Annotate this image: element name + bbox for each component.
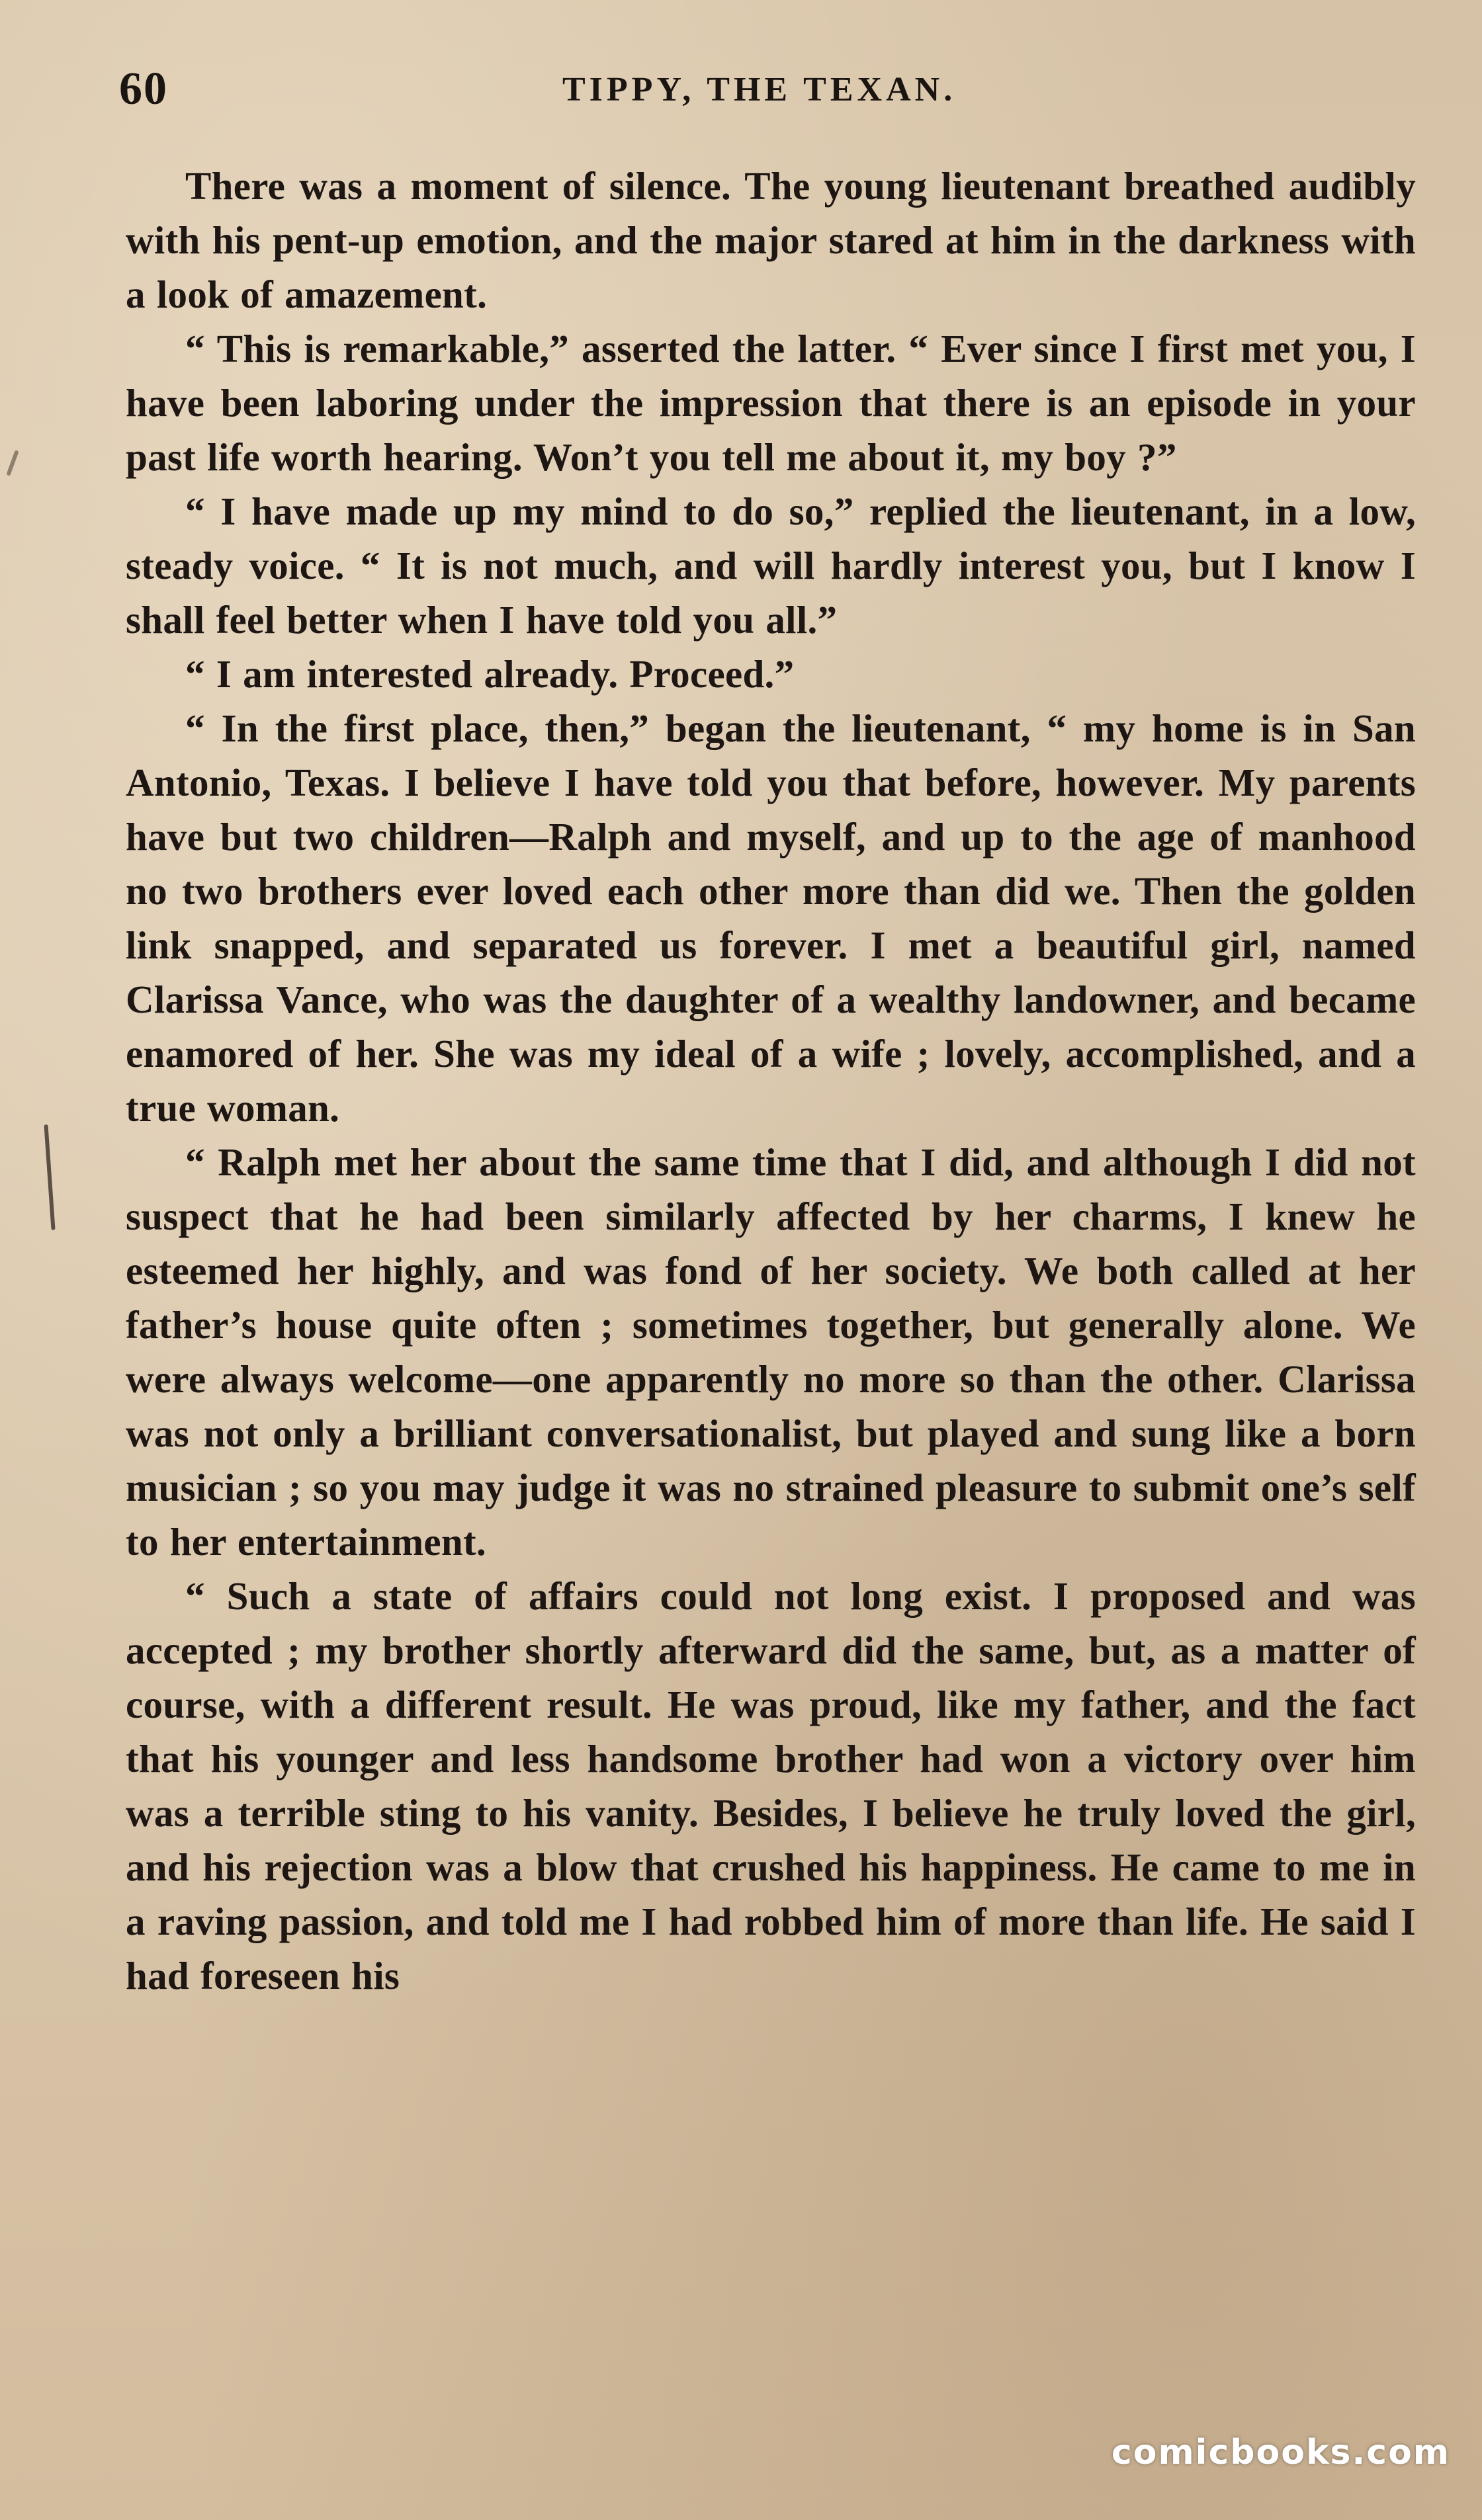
body-text [126, 159, 1416, 2003]
margin-mark-small [6, 450, 19, 476]
page-number: 60 [119, 63, 168, 114]
paragraph: “ This is remarkable,” asserted the latter. “ Ever since I first met you, I have been laboring under the impression that there is an episode in your past life worth hearing. Won’t you tell me about it, my boy ?” [126, 327, 1416, 479]
page-header [119, 63, 1416, 152]
running-title: TIPPY, THE TEXAN. [562, 71, 957, 108]
paragraph: “ Such a state of affairs could not long exist. I proposed and was accepted ; my brother shortly afterward did the same, but, as a matter of course, with a different result. He was proud, like my father, and the fact that his younger and less handsome brother had won a victory over him was a terrible sting to his vanity. Besides, I believe he truly loved the girl, and his rejection was a blow that crushed his happiness. He came to me in a raving passion, and told me I had robbed him of more than life. He said I had foreseen his [126, 1574, 1416, 1997]
paragraph: There was a moment of silence. The young lieutenant breathed audibly with his pent-up emotion, and the major stared at him in the darkness with a look of amazement. [126, 164, 1416, 316]
paragraph: “ I am interested already. Proceed.” [185, 652, 795, 696]
paragraph: “ In the first place, then,” began the lieutenant, “ my home is in San Antonio, Texas. I believe I have told you that before, however. My parents have but two children—Ralph and myself, and up to the age of manhood no two brothers ever loved each other more than did we. Then the golden link snapped, and separated us forever. I met a beautiful girl, named Clarissa Vance, who was the daughter of a wealthy landowner, and became enamored of her. She was my ideal of a wife ; lovely, accomplished, and a true woman. [126, 706, 1416, 1130]
watermark: comicbooks.com [1111, 2433, 1450, 2472]
paragraph: “ Ralph met her about the same time that I did, and although I did not suspect that he had been similarly affected by her charms, I knew he esteemed her highly, and was fond of her society. We both called at her father’s house quite often ; sometimes together, but generally alone. We were always welcome—one apparently no more so than the other. Clarissa was not only a brilliant conversationalist, but played and sung like a born musician ; so you may judge it was no strained pleasure to submit one’s self to her entertainment. [126, 1140, 1416, 1564]
paragraph: “ I have made up my mind to do so,” replied the lieutenant, in a low, steady voice. “ It is not much, and will hardly interest you, but I know I shall feel better when I have told you all.” [126, 489, 1416, 642]
margin-pencil-mark [44, 1124, 55, 1230]
